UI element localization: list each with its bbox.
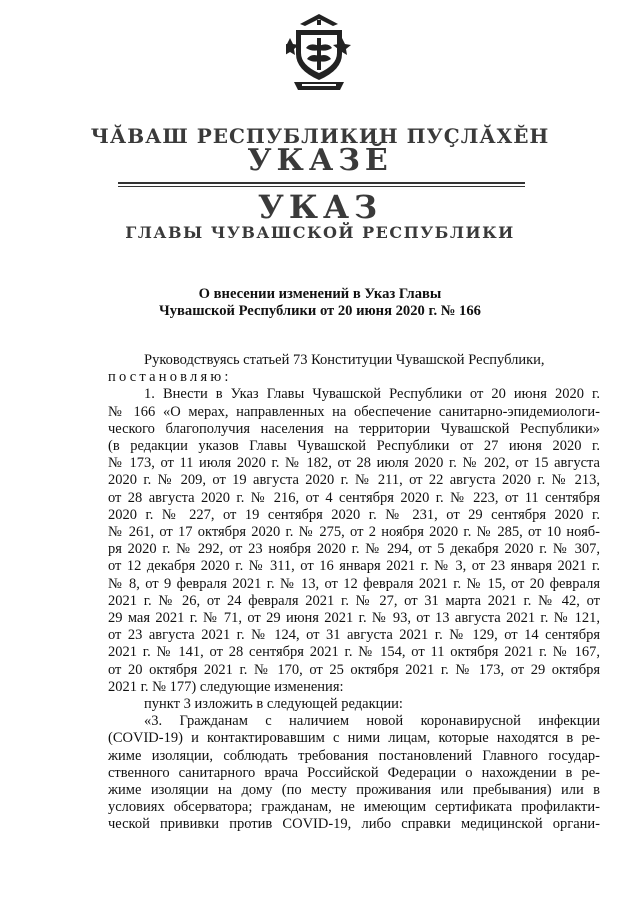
point3-line: жиме изоляции, соблюдать требования постановлений Главного государ- [108,747,600,764]
item1-line: ря 2020 г. № 292, от 23 ноября 2020 г. № 294, от 5 декабря 2020 г. № 307, [108,541,600,558]
chuvash-header-line2: УКАЗӖ [247,143,393,178]
document-title-line2: Чувашской Республики от 20 июня 2020 г. № 166 [159,303,481,319]
item1-line: от 28 августа 2020 г. № 216, от 4 сентября 2020 г. № 223, от 11 сентября [108,489,600,506]
chuvash-header-line1: ЧӐВАШ РЕСПУБЛИКИН ПУҪЛӐХӖН [90,124,550,148]
item1-line: от 12 декабря 2020 г. № 311, от 16 января 2021 г. № 3, от 23 января 2021 г. [108,558,600,575]
russian-header-line2: ГЛАВЫ ЧУВАШСКОЙ РЕСПУБЛИКИ [125,223,515,242]
point3-line: жиме изоляции на дому (по месту проживания или пребывания) или в [108,782,600,799]
item1-line: 2021 г. № 141, от 28 сентября 2021 г. № 154, от 11 октября 2021 г. № 167, [108,644,600,661]
item1-line: № 173, от 11 июля 2020 г. № 182, от 28 июля 2020 г. № 202, от 15 августа [108,455,600,472]
item1-line: от 20 октября 2021 г. № 170, от 25 октября 2021 г. № 173, от 29 октября [108,661,600,678]
item1-line: 2021 г. № 177) следующие изменения: [108,678,344,695]
item1-line: 2020 г. № 209, от 19 августа 2020 г. № 211, от 22 августа 2020 г. № 213, [108,472,600,489]
item1-line: 1. Внести в Указ Главы Чувашской Республики от 20 июня 2020 г. [144,386,600,403]
item1-line: № 8, от 9 февраля 2021 г. № 13, от 12 февраля 2021 г. № 15, от 20 февраля [108,575,600,592]
item1-line: 29 мая 2021 г. № 71, от 29 июня 2021 г. № 93, от 13 августа 2021 г. № 121, [108,610,600,627]
item1-line: (в редакции указов Главы Чувашской Республики от 27 июня 2020 г. [108,438,600,455]
point3-line: условиях обсерватора; гражданам, не имеющим сертификата профилакти- [108,799,600,816]
item1-paragraph [108,386,600,696]
item1-line: № 166 «О мерах, направленных на обеспечение санитарно-эпидемиологи- [108,403,600,420]
item1-line: ческого благополучия населения на территории Чувашской Республики» [108,420,600,437]
point3-intro: пункт 3 изложить в следующей редакции: [144,696,403,713]
document-body [108,352,600,834]
point3-line: «3. Гражданам с наличием новой коронавирусной инфекции [144,713,600,730]
intro-paragraph: Руководствуясь статьей 73 Конституции Чувашской Республики, [144,352,545,368]
item1-line: 2020 г. № 227, от 19 сентября 2020 г. № 231, от 29 сентября 2020 г. [108,506,600,523]
russian-header-line1: УКАЗ [257,188,383,226]
document-title-line1: О внесении изменений в Указ Главы [198,286,442,302]
point3-paragraph [108,713,600,833]
document-title [0,286,640,320]
chuvash-coat-of-arms-icon [286,8,352,94]
point3-line: ческой прививки против COVID-19, либо справки медицинской органи- [108,816,600,833]
item1-line: от 23 августа 2021 г. № 124, от 31 августа 2021 г. № 129, от 14 сентября [108,627,600,644]
decree-word: постановляю: [108,369,232,386]
point3-line: (COVID-19) и контактировавшим с ними лицам, которые находятся в ре- [108,730,600,747]
item1-line: 2021 г. № 26, от 24 февраля 2021 г. № 27, от 31 марта 2021 г. № 42, от [108,592,600,609]
header-divider-thick [118,182,525,184]
item1-line: № 261, от 17 октября 2020 г. № 275, от 2 ноября 2020 г. № 285, от 10 нояб- [108,524,600,541]
point3-line: ственного санитарного врача Российской Федерации о нахождении в ре- [108,764,600,781]
header-divider-thin [118,186,525,187]
